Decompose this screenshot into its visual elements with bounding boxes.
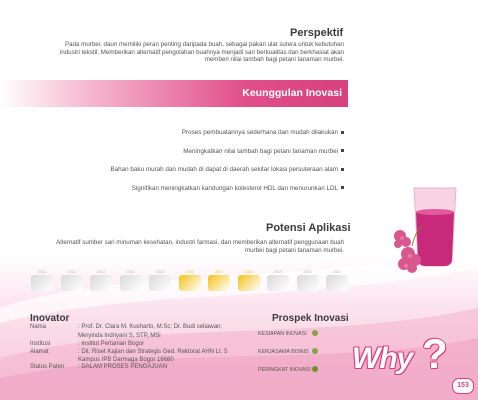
list-item: Proses pembuatannya sederhana dan mudah dilakukan (84, 129, 344, 136)
inovator-label: Institusi (30, 341, 51, 347)
keunggulan-list (84, 129, 344, 203)
timeline-stage-icon (238, 275, 260, 291)
timeline-item (148, 270, 172, 291)
timeline-stage-icon (326, 275, 348, 291)
perspektif-paragraph (24, 41, 344, 64)
timeline-item (30, 270, 54, 291)
timeline-item (119, 270, 143, 291)
readiness-timeline (30, 270, 352, 300)
prospek-item-kerjasama: KERJASAMA BISNIS (258, 349, 309, 355)
timeline-stage-icon (120, 275, 142, 291)
inovator-value: Meryinda Indriyani S, STP, MSi (78, 333, 161, 339)
potensi-line: murbei bagi petani tanaman murbei. (244, 246, 344, 254)
status-dot-icon (312, 366, 318, 372)
inovator-value: : DALAM PROSES PENGAJUAN (78, 364, 168, 370)
timeline-stage-icon (179, 275, 201, 291)
perspektif-line: Pada murbei, daun memiliki peran penting daripada buah, sebagai pakan ulat sutera untuk kebutuhan (65, 41, 344, 48)
inovator-label: Nama (30, 324, 47, 330)
timeline-stage-icon (267, 275, 289, 291)
timeline-item (237, 270, 261, 291)
bullet-square-icon (341, 131, 344, 134)
inovator-value: : Institut Pertanian Bogor (78, 341, 145, 347)
timeline-stage-icon (61, 275, 83, 291)
timeline-stage-icon (31, 275, 53, 291)
timeline-year: 2015 (156, 270, 164, 274)
bullet-square-icon (341, 168, 344, 171)
inovator-value: : Dit. Riset Kajian dan Strategis Ged. Rektorat AHN Lt. 5 (78, 349, 228, 355)
timeline-year: 2012 (67, 270, 76, 274)
potensi-line: Alternatif sumber sari minuman kesehatan, industri farmasi, dan memberikan alternatif penggunaan buah (56, 239, 344, 246)
timeline-item (325, 270, 349, 291)
timeline-item (266, 270, 290, 291)
juice-glass-illustration (392, 180, 478, 280)
perspektif-line: memberi nilai tambah bagi petani tanaman murbei. (204, 56, 344, 64)
bullet-square-icon (341, 149, 344, 152)
prospek-item-kesiapan: KESIAPAN INOVASI (258, 331, 307, 337)
timeline-year: 2011 (38, 270, 46, 274)
perspektif-title: Perspektif (290, 27, 344, 39)
potensi-paragraph (24, 239, 344, 254)
prospek-item-peringkat: PERINGKAT INOVASI (258, 367, 311, 373)
list-item: Signifikan meningkatkan kandungan kolesterol HDL dan menurunkan LDL (84, 185, 344, 192)
timeline-stage-icon (90, 275, 112, 291)
why-question-mark: ? (422, 330, 448, 377)
status-dot-icon (312, 348, 318, 354)
timeline-stage-icon (297, 275, 319, 291)
page-number: 153 (452, 378, 474, 394)
potensi-title: Potensi Aplikasi (266, 222, 351, 234)
timeline-year: 2020 (303, 270, 312, 274)
perspektif-line: industri tekstil. Memberikan alternatif pengolahan buahnya menjadi sari berkualitas dan berkhasiat akan (59, 48, 344, 56)
timeline-year: 2019 (274, 270, 282, 274)
keunggulan-title: Keunggulan Inovasi (242, 87, 342, 99)
inovator-label: Status Paten (30, 364, 65, 370)
timeline-item (296, 270, 320, 291)
timeline-year: 2017 (215, 270, 223, 274)
bullet-square-icon (341, 186, 344, 189)
why-word: Why (352, 342, 413, 375)
list-item: Bahan baku murah dan mudah di dapat di daerah sekitar lokasi persuteraan alam (84, 166, 344, 173)
timeline-stage-icon (208, 275, 230, 291)
keunggulan-band (0, 80, 348, 107)
status-dot-icon (312, 330, 318, 336)
timeline-item (89, 270, 113, 291)
timeline-year: 2016 (185, 270, 194, 274)
timeline-item (178, 270, 202, 291)
timeline-year: 2014 (126, 270, 135, 274)
inovator-value: Kampus IPB Darmaga Bogor 16680 (78, 357, 174, 363)
inovator-label: Alamat (30, 349, 49, 355)
timeline-year: 2021 (333, 270, 341, 274)
timeline-year: 2013 (97, 270, 105, 274)
timeline-stage-icon (149, 275, 171, 291)
list-item: Meningkatkan nilai tambah bagi petani tanaman murbei (84, 148, 344, 155)
timeline-item (60, 270, 84, 291)
timeline-year: 2018 (244, 270, 253, 274)
inovator-title: Inovator (30, 313, 70, 324)
prospek-title: Prospek Inovasi (272, 313, 349, 324)
inovator-value: : Prof. Dr. Clara M. Kusharto, M.Sc; Dr. Budi setiawan; (78, 324, 223, 330)
timeline-item (207, 270, 231, 291)
